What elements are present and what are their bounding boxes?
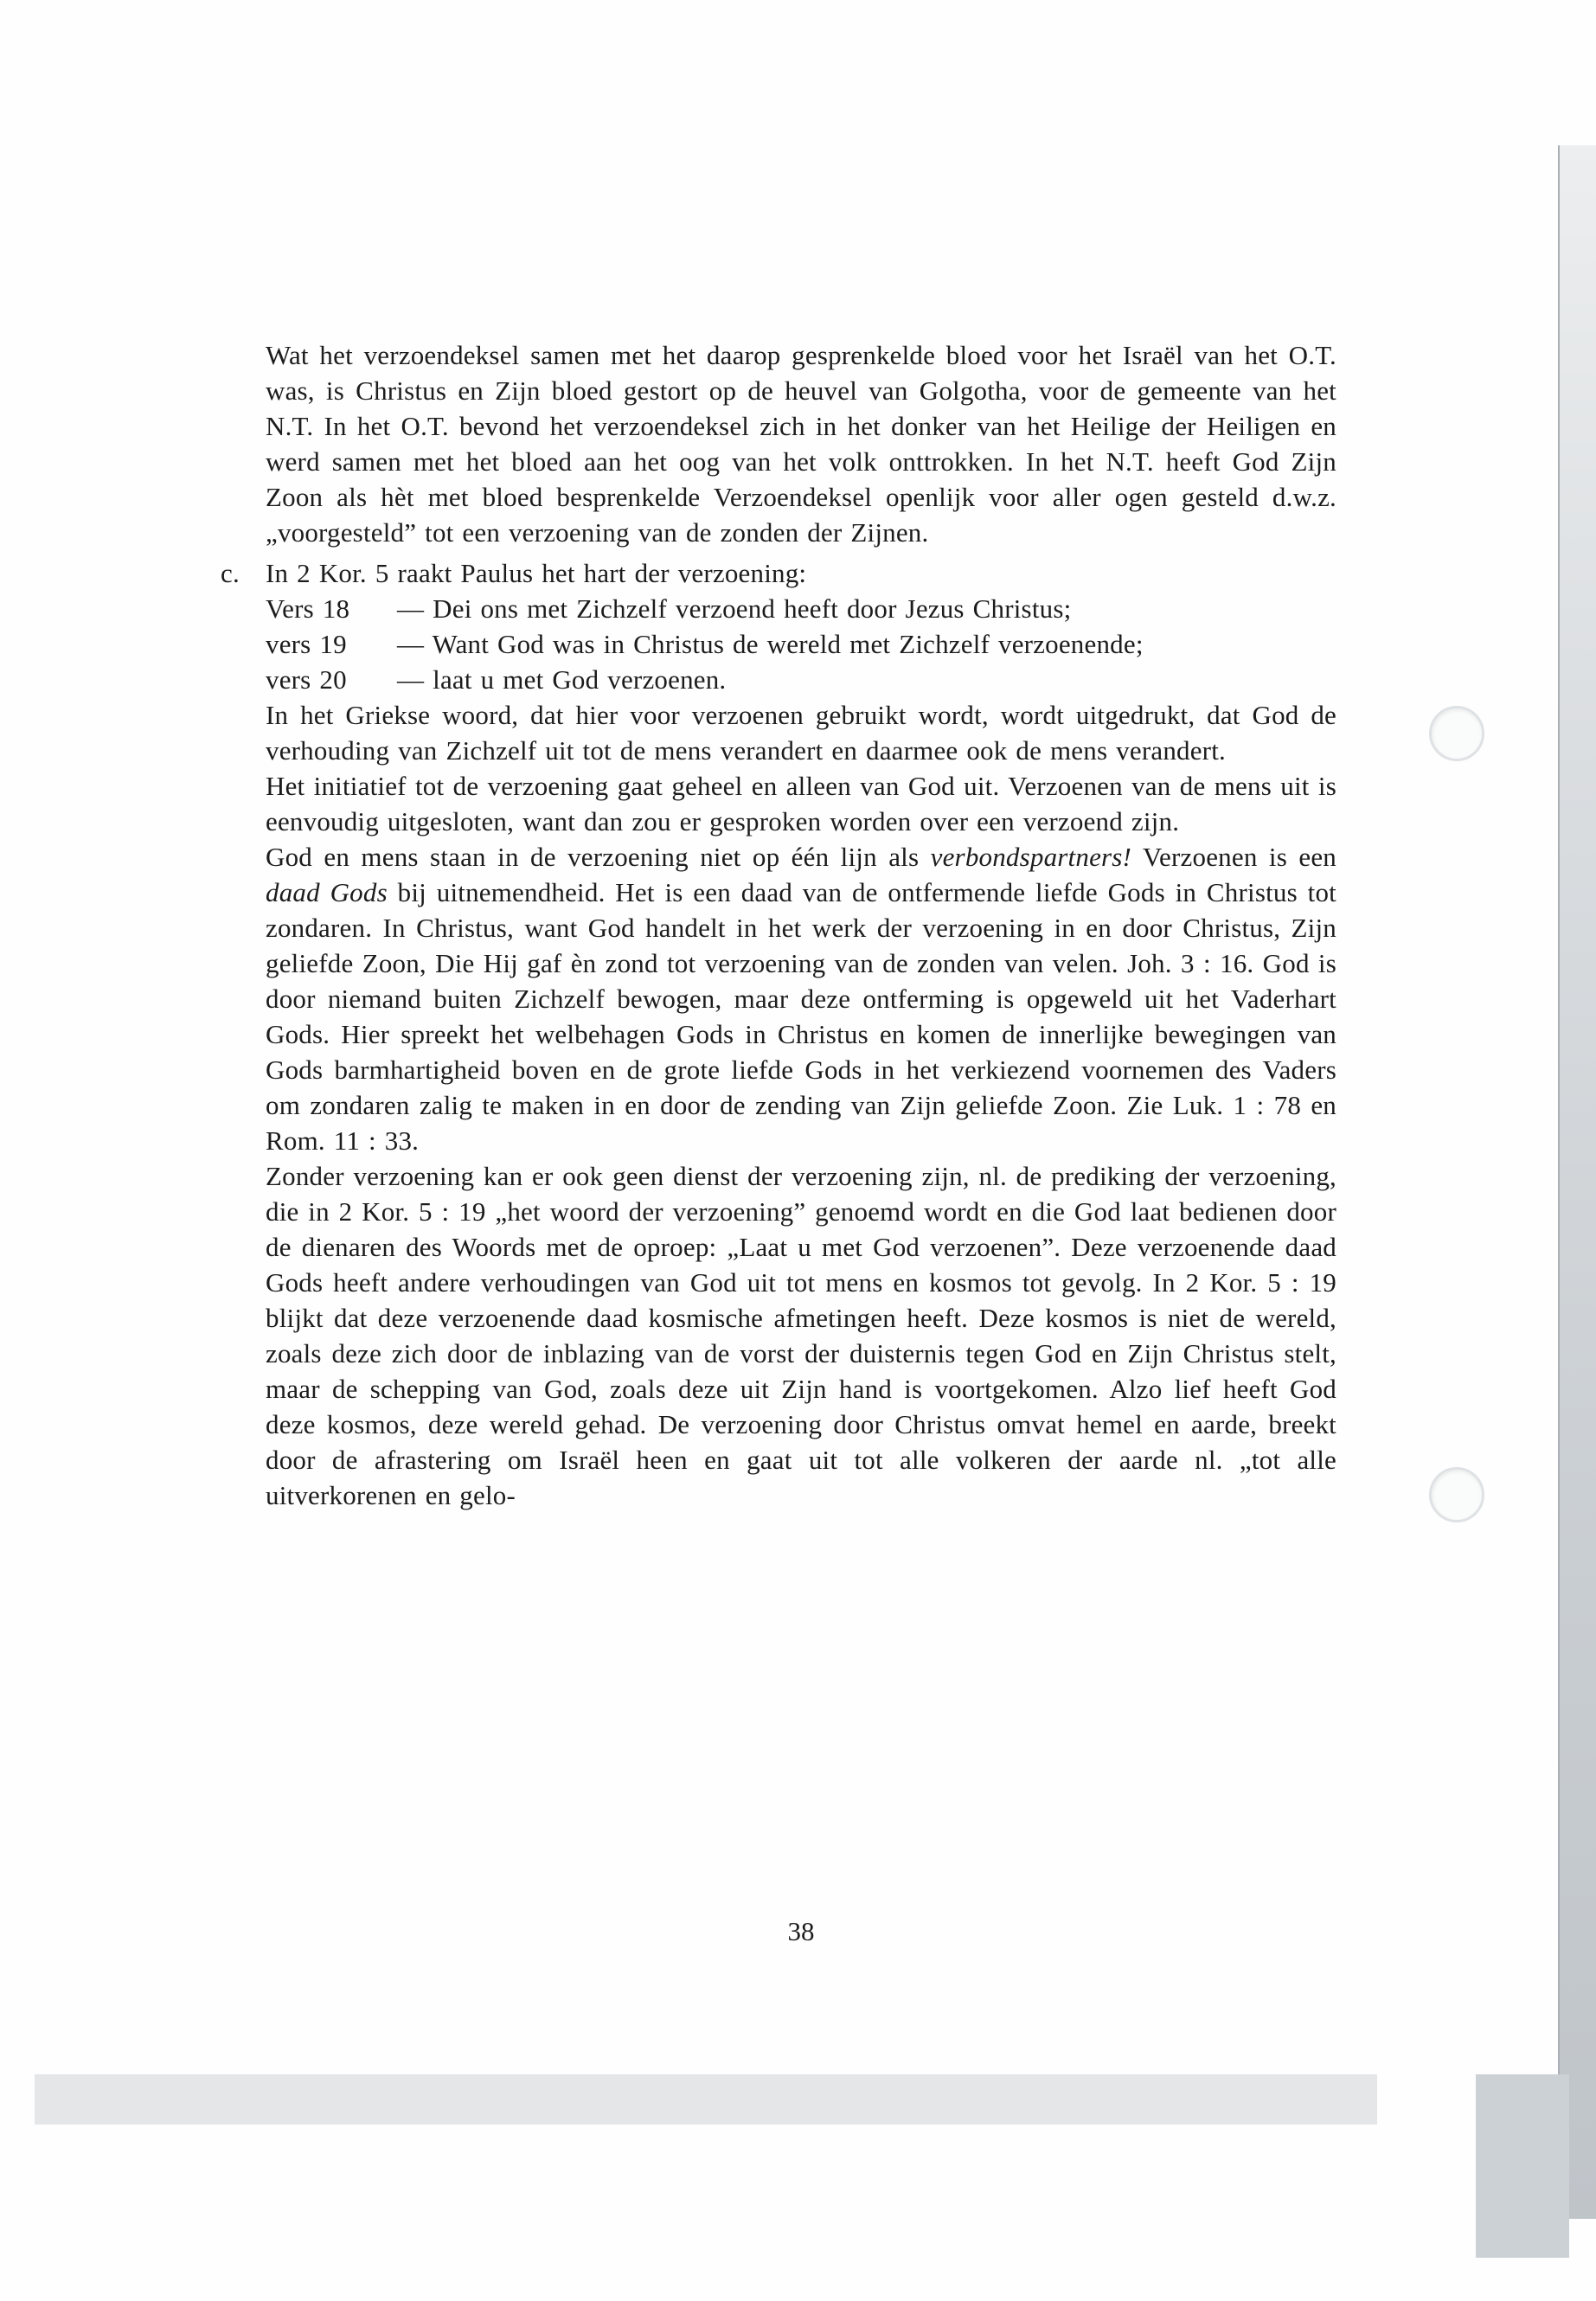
italic-verbondspartners: verbondspartners! [930,842,1132,872]
verse-label: Vers 18 [266,593,350,624]
page-edge-shadow [1558,145,1596,2219]
paragraph-griekse-woord: In het Griekse woord, dat hier voor verzoenen gebruikt wordt, wordt uitgedrukt, dat God de verhouding van Zichzelf uit tot de mens verandert en daarmee ook de mens verandert. [266,700,1336,766]
bottom-right-scan-shadow [1476,2074,1569,2258]
bottom-scan-shadow-band [35,2074,1377,2125]
verse-label: vers 20 [266,664,347,695]
verse-text: — Want God was in Christus de wereld met Zichzelf verzoenende; [397,629,1144,659]
text-run: bij uitnemendheid. Het is een daad van de ontfermende liefde Gods in Christus tot zondaren. In Christus, want God handelt in het werk der verzoening in en door Christus, Zijn geliefde Zoon, Die Hij gaf èn zond tot verzoening van de zonden van velen. Joh. 3 : 16. God is door niemand buiten Zichzelf bewogen, maar deze ontferming is opgeweld uit het Vaderhart Gods. Hier spreekt het welbehagen Gods in Christus en komen de innerlijke bewegingen van Gods barmhartigheid boven en de grote liefde Gods in het verkiezend voornemen des Vaders om zondaren zalig te maken in en door de zending van Zijn geliefde Zoon. Zie Luk. 1 : 78 en Rom. 11 : 33. [266,877,1336,1156]
paragraph-god-en-mens [266,839,1336,1158]
text-run: Verzoenen is een [1131,842,1336,872]
verse-line-18 [266,591,1336,626]
verse-text: — Dei ons met Zichzelf verzoend heeft door Jezus Christus; [397,593,1072,624]
binder-hole-bottom [1429,1467,1484,1522]
item-c-intro: In 2 Kor. 5 raakt Paulus het hart der verzoening: [266,558,807,588]
text-column [221,337,1336,1513]
page-number: 38 [787,1916,815,1946]
verse-text: — laat u met God verzoenen. [397,664,727,695]
italic-daad-gods: daad Gods [266,877,388,907]
text-run: God en mens staan in de verzoening niet op één lijn als [266,842,931,872]
verse-label: vers 19 [266,629,347,659]
paragraph-initiatief: Het initiatief tot de verzoening gaat geheel en alleen van God uit. Verzoenen van de mens uit is eenvoudig uitgesloten, want dan zou er gesproken worden over een verzoend zijn. [266,771,1336,836]
list-item-c-marker: c. [221,558,240,588]
binder-hole-top [1429,706,1484,761]
closing-paragraph: Zonder verzoening kan er ook geen dienst der verzoening zijn, nl. de prediking der verzoening, die in 2 Kor. 5 : 19 „het woord der verzoening” genoemd wordt en die God laat bedienen door de dienaren des Woords met de oproep: „Laat u met God verzoenen”. Deze verzoenende daad Gods heeft andere verhoudingen van God uit tot mens en kosmos tot gevolg. In 2 Kor. 5 : 19 blijkt dat deze verzoenende daad kosmische afmetingen heeft. Deze kosmos is niet de wereld, zoals deze zich door de inblazing van de vorst der duisternis tegen God en Zijn Christus stelt, maar de schepping van God, zoals deze uit Zijn hand is voortgekomen. Alzo lief heeft God deze kosmos, deze wereld gehad. De verzoening door Christus omvat hemel en aarde, breekt door de afrastering om Israël heen en gaat uit tot alle volkeren der aarde nl. „tot alle uitverkorenen en gelo- [266,1161,1336,1510]
intro-paragraph: Wat het verzoendeksel samen met het daarop gesprenkelde bloed voor het Israël van het O.T. was, is Christus en Zijn bloed gestort op de heuvel van Golgotha, voor de gemeente van het N.T. In het O.T. bevond het verzoendeksel zich in het donker van het Heilige der Heiligen en werd samen met het bloed aan het oog van het volk onttrokken. In het N.T. heeft God Zijn Zoon als hèt met bloed besprenkelde Verzoendeksel openlijk voor aller ogen gesteld d.w.z. „voorgesteld” tot een verzoening van de zonden der Zijnen. [266,340,1336,548]
list-item-c-body [266,555,1336,1158]
verse-line-19 [266,626,1336,662]
verse-line-20 [266,662,1336,697]
list-item-c [221,555,1336,1158]
